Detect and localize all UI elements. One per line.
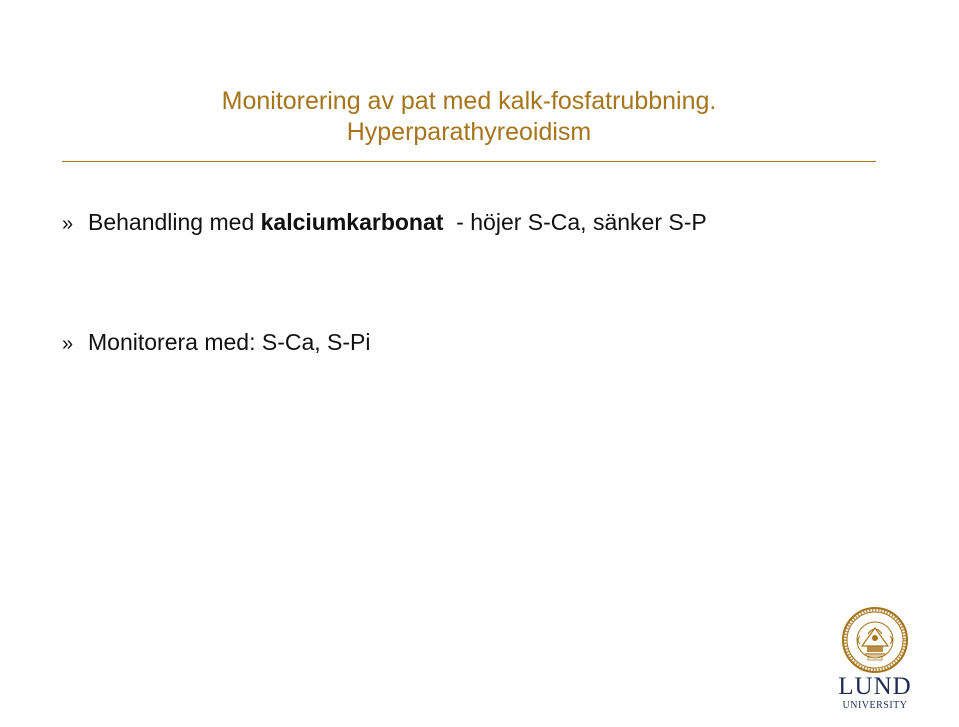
title-divider [62, 161, 876, 162]
slide-title [62, 86, 876, 148]
bullet-text: Monitorera med: S-Ca, S-Pi [88, 329, 371, 355]
bullet-text-prefix: Behandling med [88, 209, 261, 235]
bullet-item-monitoring [62, 328, 370, 358]
bullet-text-suffix: - höjer S-Ca, sänker S-P [443, 209, 707, 235]
logo-wordmark-university: UNIVERSITY [842, 700, 908, 711]
bullet-marker: » [62, 333, 74, 355]
lund-university-logo [832, 606, 918, 714]
title-line-2: Hyperparathyreoidism [346, 118, 592, 146]
university-seal-icon [832, 606, 918, 674]
bullet-item-treatment [62, 208, 707, 238]
logo-wordmark-lund: LUND [838, 673, 912, 700]
title-line-1: Monitorering av pat med kalk-fosfatrubbning. [221, 87, 717, 115]
bullet-marker: » [62, 213, 74, 235]
bullet-text-bold: kalciumkarbonat [260, 209, 444, 235]
